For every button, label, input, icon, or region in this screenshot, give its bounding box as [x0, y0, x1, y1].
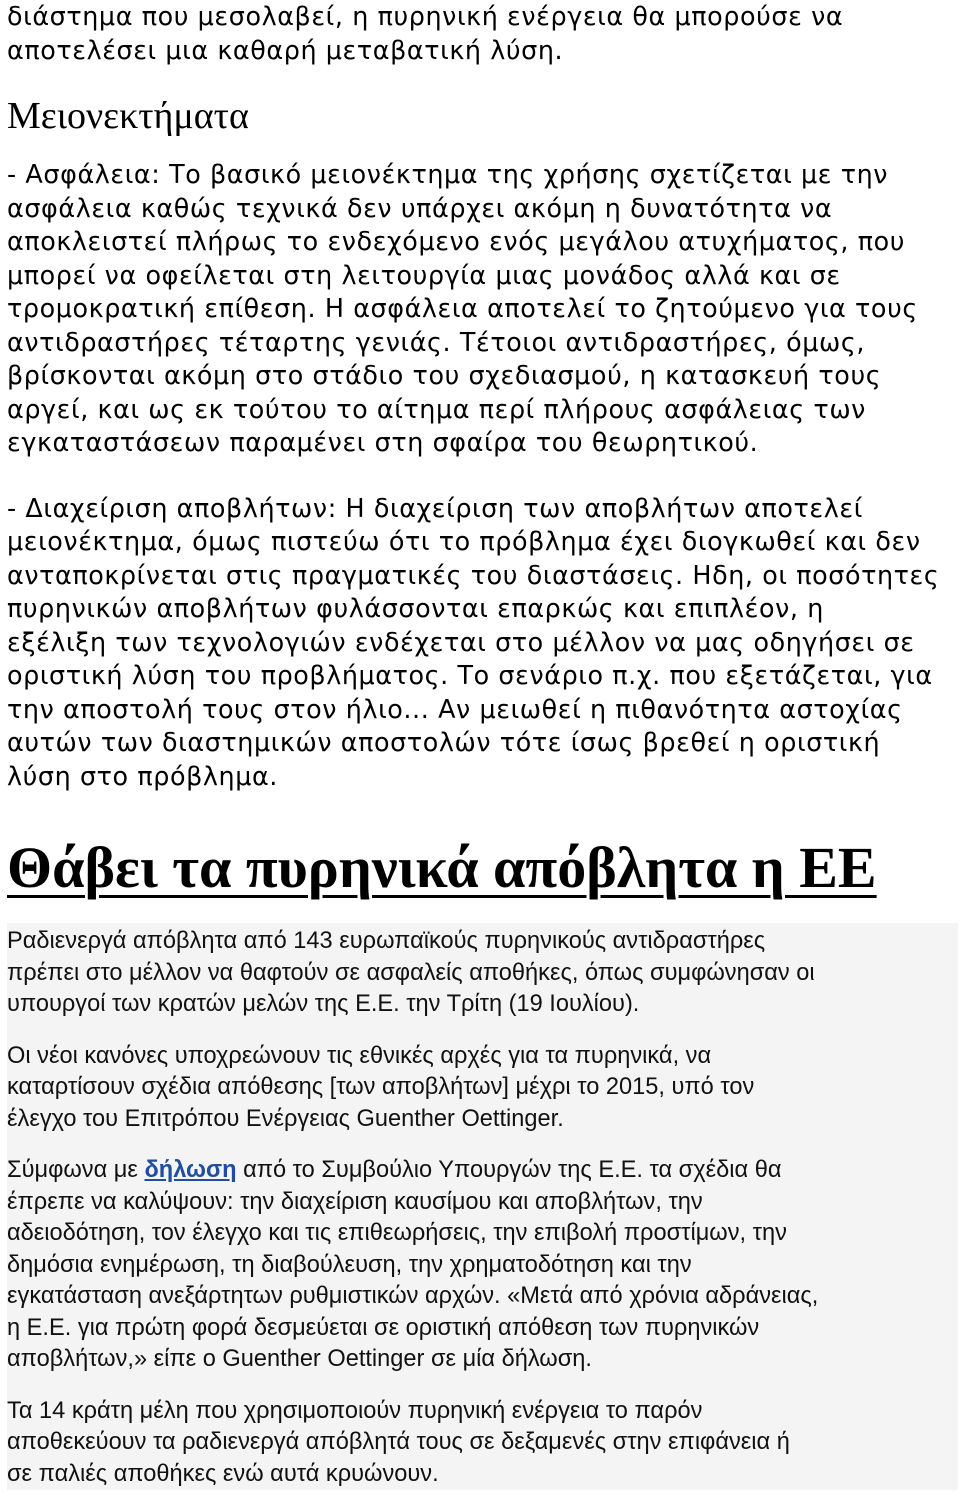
text-line: αργεί, και ως εκ τούτου το αίτημα περί πλήρους ασφάλειας των: [7, 393, 866, 424]
text-line: οριστική λύση του προβλήματος. Το σενάριο π.χ. που εξετάζεται, για: [7, 660, 933, 690]
text-line: μειονέκτημα, όμως πιστεύω ότι το πρόβλημα έχει διογκωθεί και δεν: [7, 526, 921, 556]
text-line: υπουργοί των κρατών μελών της Ε.Ε. την Τρίτη (19 Ιουλίου).: [7, 991, 640, 1017]
text-line: αποθεκεύουν τα ραδιενεργά απόβλητά τους σε δεξαμενές στην επιφάνεια ή: [7, 1429, 790, 1455]
text-line: εγκαταστάσεων παραμένει στη σφαίρα του θεωρητικού.: [7, 427, 759, 457]
text-line: αποβλήτων,» είπε ο Guenther Oettinger σε μία δήλωση.: [7, 1346, 592, 1372]
text-line: λύση στο πρόβλημα.: [7, 760, 278, 791]
text-line: έπρεπε να καλύψουν: την διαχείριση καυσίμου και αποβλήτων, την: [7, 1188, 703, 1215]
text-line: πρέπει στο μέλλον να θαφτούν σε ασφαλείς αποθήκες, όπως συμφώνησαν οι: [7, 959, 815, 986]
text-line: σε παλιές αποθήκες ενώ αυτά κρυώνουν.: [7, 1460, 439, 1487]
text-line: αδειοδότηση, τον έλεγχο και τις επιθεωρήσεις, την επιβολή προστίμων, την: [7, 1220, 787, 1246]
text-line: τρομοκρατική επίθεση. Η ασφάλεια αποτελεί το ζητούμενο για τους: [7, 293, 918, 323]
text-line: αποκλειστεί πλήρως το ενδεχόμενο ενός μεγάλου ατυχήματος, που: [7, 226, 906, 256]
section-heading: Μειονεκτήματα: [7, 95, 249, 137]
text-line: - Διαχείριση αποβλήτων: Η διαχείριση των αποβλήτων αποτελεί: [7, 492, 863, 523]
text-segment: από το Συμβούλιο Υπουργών της Ε.Ε. τα σχέδια θα: [236, 1157, 782, 1183]
text-line: βρίσκονται ακόμη στο στάδιο του σχεδιασμού, η κατασκευή τους: [7, 360, 882, 390]
text-line: πυρηνικών αποβλήτων φυλάσσονται επαρκώς και επιπλέον, η: [7, 593, 824, 623]
text-line: καταρτίσουν σχέδια απόθεσης [των αποβλήτων] μέχρι το 2015, υπό τον: [7, 1074, 755, 1100]
article-title: Θάβει τα πυρηνικά απόβλητα η ΕΕ: [7, 835, 877, 900]
intro-paragraph: [7, 0, 958, 67]
declaration-link[interactable]: δήλωση: [144, 1157, 237, 1183]
text-line: εξέλιξη των τεχνολογιών ενδέχεται στο μέλλον να μας οδηγήσει σε: [7, 626, 915, 657]
text-line: Ραδιενεργά απόβλητα από 143 ευρωπαϊκούς πυρηνικούς αντιδραστήρες: [7, 928, 766, 954]
text-line: δημόσια ενημέρωση, τη διαβούλευση, την χρηματοδότηση και την: [7, 1251, 692, 1278]
text-line: αυτών των διαστημικών αποστολών τότε ίσως βρεθεί η οριστική: [7, 727, 881, 757]
text-line: την αποστολή τους στον ήλιο... Αν μειωθεί η πιθανότητα αστοχίας: [7, 693, 903, 724]
article-paragraph-3: [7, 1155, 958, 1376]
text-segment: Σύμφωνα με: [7, 1157, 145, 1183]
safety-paragraph: [7, 158, 958, 460]
text-line: εγκατάσταση ανεξάρτητων ρυθμιστικών αρχών. «Μετά από χρόνια αδράνειας,: [7, 1283, 819, 1309]
waste-paragraph: [7, 492, 958, 794]
article-paragraph-2: [7, 1041, 958, 1136]
text-line: μπορεί να οφείλεται στη λειτουργία μιας μονάδος αλλά και σε: [7, 259, 841, 290]
text-line: η Ε.Ε. για πρώτη φορά δεσμεύεται σε οριστική απόθεση των πυρηνικών: [7, 1314, 760, 1341]
text-line: αποτελέσει μια καθαρή μεταβατική λύση.: [7, 34, 564, 65]
text-line: - Ασφάλεια: Το βασικό μειονέκτημα της χρήσης σχετίζεται με την: [7, 159, 889, 189]
text-line: ανταποκρίνεται στις πραγματικές του διαστάσεις. Ηδη, οι ποσότητες: [7, 559, 940, 590]
text-line: Οι νέοι κανόνες υποχρεώνουν τις εθνικές αρχές για τα πυρηνικά, να: [7, 1042, 712, 1069]
text-line: Τα 14 κράτη μέλη που χρησιμοποιούν πυρηνική ενέργεια το παρόν: [7, 1397, 703, 1424]
article-body: [7, 923, 958, 1490]
article-paragraph-4: [7, 1396, 958, 1491]
text-line: έλεγχο του Επιτρόπου Ενέργειας Guenther Oettinger.: [7, 1105, 564, 1132]
text-line: ασφάλεια καθώς τεχνικά δεν υπάρχει ακόμη η δυνατότητα να: [7, 192, 833, 223]
text-line: [7, 1155, 958, 1187]
text-line: διάστημα που μεσολαβεί, η πυρηνική ενέργεια θα μπορούσε να: [7, 1, 844, 31]
article-paragraph-1: [7, 926, 958, 1021]
text-line: αντιδραστήρες τέταρτης γενιάς. Τέτοιοι αντιδραστήρες, όμως,: [7, 326, 865, 357]
